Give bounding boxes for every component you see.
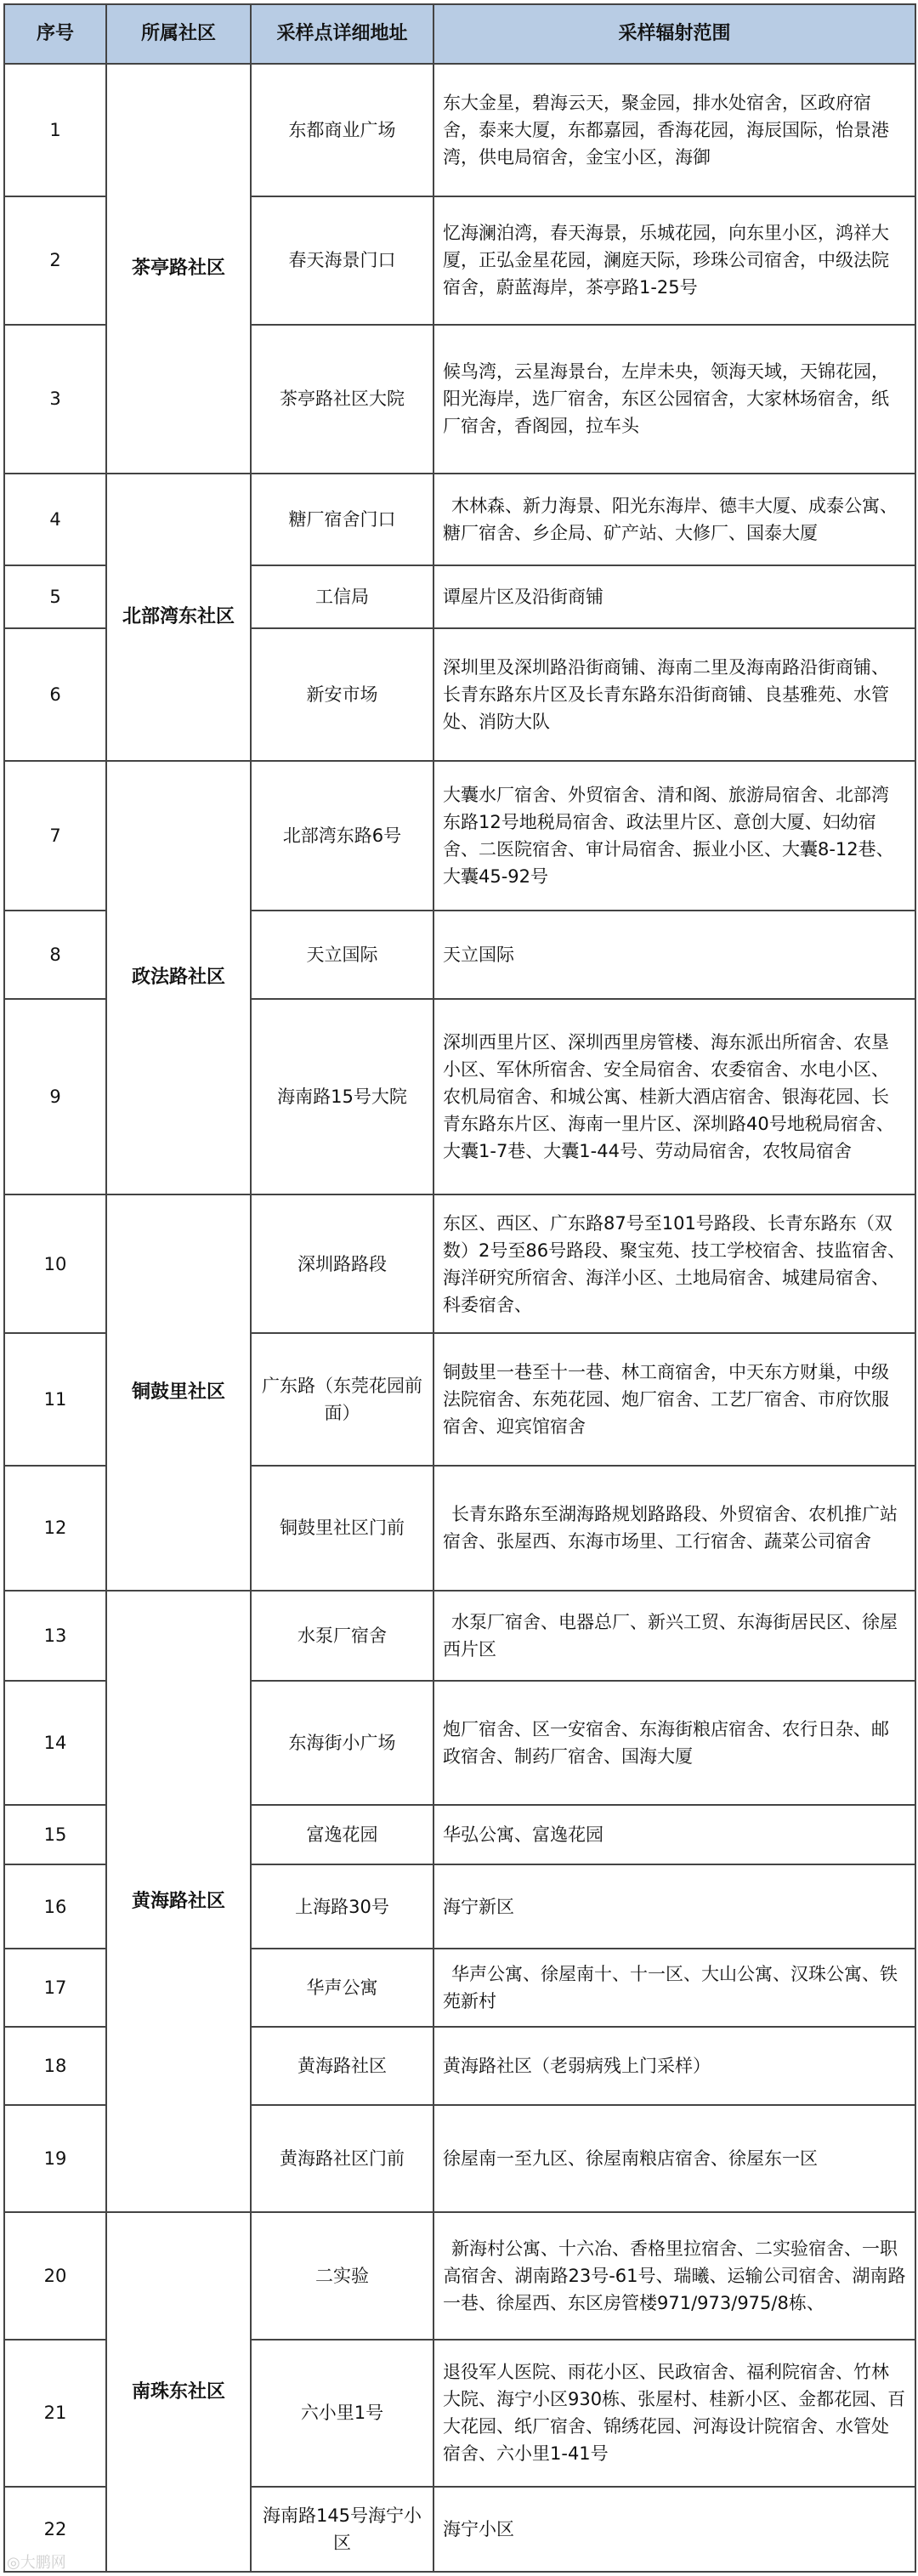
coverage-range: 黄海路社区（老弱病残上门采样） (434, 2027, 915, 2105)
coverage-range: 大囊水厂宿舍、外贸宿舍、清和阁、旅游局宿舍、北部湾东路12号地税局宿舍、政法里片区、意创大厦、妇幼宿舍、二医院宿舍、审计局宿舍、振业小区、大囊8-12巷、大囊45-92号 (434, 761, 915, 910)
coverage-range: 水泵厂宿舍、电器总厂、新兴工贸、东海街居民区、徐屋西片区 (434, 1591, 915, 1681)
sampling-points-table (3, 3, 916, 2573)
sampling-address: 海南路145号海宁小区 (251, 2487, 434, 2572)
community-cell: 政法路社区 (106, 761, 251, 1194)
sampling-address: 工信局 (251, 565, 434, 628)
header-no: 序号 (4, 4, 106, 64)
coverage-range: 华声公寓、徐屋南十、十一区、大山公寓、汉珠公寓、铁苑新村 (434, 1949, 915, 2027)
row-no: 5 (4, 565, 106, 628)
sampling-address: 上海路30号 (251, 1864, 434, 1948)
table-row (4, 1591, 915, 1681)
sampling-address: 春天海景门口 (251, 196, 434, 324)
row-no: 11 (4, 1333, 106, 1465)
row-no: 7 (4, 761, 106, 910)
row-no: 9 (4, 999, 106, 1194)
coverage-range: 海宁新区 (434, 1864, 915, 1948)
sampling-address: 华声公寓 (251, 1949, 434, 2027)
row-no: 21 (4, 2340, 106, 2486)
row-no: 8 (4, 911, 106, 999)
table-header-row (4, 4, 915, 64)
row-no: 20 (4, 2212, 106, 2340)
coverage-range: 长青东路东至湖海路规划路路段、外贸宿舍、农机推广站宿舍、张屋西、东海市场里、工行宿舍、蔬菜公司宿舍 (434, 1466, 915, 1591)
sampling-address: 铜鼓里社区门前 (251, 1466, 434, 1591)
header-address: 采样点详细地址 (251, 4, 434, 64)
coverage-range: 候鸟湾，云星海景台，左岸未央，领海天域，天锦花园，阳光海岸，选厂宿舍，东区公园宿舍，大家林场宿舍，纸厂宿舍，香阁园，拉车头 (434, 325, 915, 474)
sampling-address: 黄海路社区 (251, 2027, 434, 2105)
row-no: 2 (4, 196, 106, 324)
coverage-range: 退役军人医院、雨花小区、民政宿舍、福利院宿舍、竹林大院、海宁小区930栋、张屋村、桂新小区、金都花园、百大花园、纸厂宿舍、锦绣花园、河海设计院宿舍、水管处宿舍、六小里1-41号 (434, 2340, 915, 2486)
coverage-range: 铜鼓里一巷至十一巷、林工商宿舍，中天东方财巢，中级法院宿舍、东苑花园、炮厂宿舍、工艺厂宿舍、市府饮服宿舍、迎宾馆宿舍 (434, 1333, 915, 1465)
coverage-range: 忆海澜泊湾，春天海景，乐城花园，向东里小区，鸿祥大厦，正弘金星花园，澜庭天际，珍珠公司宿舍，中级法院宿舍，蔚蓝海岸，茶亭路1-25号 (434, 196, 915, 324)
community-cell: 茶亭路社区 (106, 64, 251, 474)
sampling-address: 天立国际 (251, 911, 434, 999)
sampling-address: 黄海路社区门前 (251, 2105, 434, 2212)
sampling-address: 北部湾东路6号 (251, 761, 434, 910)
sampling-address: 广东路（东莞花园前面） (251, 1333, 434, 1465)
sampling-address: 深圳路路段 (251, 1194, 434, 1333)
coverage-range: 新海村公寓、十六冶、香格里拉宿舍、二实验宿舍、一职高宿舍、湖南路23号-61号、瑞曦、运输公司宿舍、湖南路一巷、徐屋西、东区房管楼971/973/975/8栋、 (434, 2212, 915, 2340)
community-cell: 黄海路社区 (106, 1591, 251, 2212)
community-cell: 铜鼓里社区 (106, 1194, 251, 1591)
watermark: ◎大鹏网 (7, 2554, 66, 2572)
sampling-address: 糖厂宿舍门口 (251, 474, 434, 565)
row-no: 17 (4, 1949, 106, 2027)
row-no: 1 (4, 64, 106, 196)
table-row (4, 64, 915, 196)
community-cell: 南珠东社区 (106, 2212, 251, 2572)
row-no: 13 (4, 1591, 106, 1681)
sampling-address: 东海街小广场 (251, 1681, 434, 1805)
row-no: 12 (4, 1466, 106, 1591)
table-row (4, 474, 915, 565)
coverage-range: 深圳西里片区、深圳西里房管楼、海东派出所宿舍、农垦小区、军休所宿舍、安全局宿舍、农委宿舍、水电小区、农机局宿舍、和城公寓、桂新大酒店宿舍、银海花园、长青东路东片区、海南一里片区、深圳路40号地税局宿舍、大囊1-7巷、大囊1-44号、劳动局宿舍，农牧局宿舍 (434, 999, 915, 1194)
sampling-address: 富逸花园 (251, 1805, 434, 1864)
row-no: 18 (4, 2027, 106, 2105)
row-no: 4 (4, 474, 106, 565)
sampling-address: 海南路15号大院 (251, 999, 434, 1194)
table-row (4, 761, 915, 910)
coverage-range: 徐屋南一至九区、徐屋南粮店宿舍、徐屋东一区 (434, 2105, 915, 2212)
sampling-address: 东都商业广场 (251, 64, 434, 196)
row-no: 3 (4, 325, 106, 474)
row-no: 10 (4, 1194, 106, 1333)
coverage-range: 木林森、新力海景、阳光东海岸、德丰大厦、成泰公寓、糖厂宿舍、乡企局、矿产站、大修厂、国泰大厦 (434, 474, 915, 565)
sampling-address: 水泵厂宿舍 (251, 1591, 434, 1681)
row-no: 16 (4, 1864, 106, 1948)
row-no: 6 (4, 628, 106, 761)
coverage-range: 天立国际 (434, 911, 915, 999)
community-cell: 北部湾东社区 (106, 474, 251, 762)
coverage-range: 海宁小区 (434, 2487, 915, 2572)
coverage-range: 谭屋片区及沿街商铺 (434, 565, 915, 628)
sampling-address: 六小里1号 (251, 2340, 434, 2486)
coverage-range: 东大金星，碧海云天，聚金园，排水处宿舍，区政府宿舍，泰来大厦，东都嘉园，香海花园，海辰国际，怡景港湾，供电局宿舍，金宝小区，海御 (434, 64, 915, 196)
header-community: 所属社区 (106, 4, 251, 64)
header-range: 采样辐射范围 (434, 4, 915, 64)
row-no: 19 (4, 2105, 106, 2212)
coverage-range: 炮厂宿舍、区一安宿舍、东海街粮店宿舍、农行日杂、邮政宿舍、制药厂宿舍、国海大厦 (434, 1681, 915, 1805)
row-no: 15 (4, 1805, 106, 1864)
coverage-range: 东区、西区、广东路87号至101号路段、长青东路东（双数）2号至86号路段、聚宝苑、技工学校宿舍、技监宿舍、海洋研究所宿舍、海洋小区、土地局宿舍、城建局宿舍、科委宿舍、 (434, 1194, 915, 1333)
sampling-address: 二实验 (251, 2212, 434, 2340)
table-row (4, 2212, 915, 2340)
sampling-address: 茶亭路社区大院 (251, 325, 434, 474)
row-no: 14 (4, 1681, 106, 1805)
table-row (4, 1194, 915, 1333)
row-no: 22 (4, 2487, 106, 2572)
coverage-range: 华弘公寓、富逸花园 (434, 1805, 915, 1864)
coverage-range: 深圳里及深圳路沿街商铺、海南二里及海南路沿街商铺、长青东路东片区及长青东路东沿街商铺、良基雅苑、水管处、消防大队 (434, 628, 915, 761)
sampling-address: 新安市场 (251, 628, 434, 761)
